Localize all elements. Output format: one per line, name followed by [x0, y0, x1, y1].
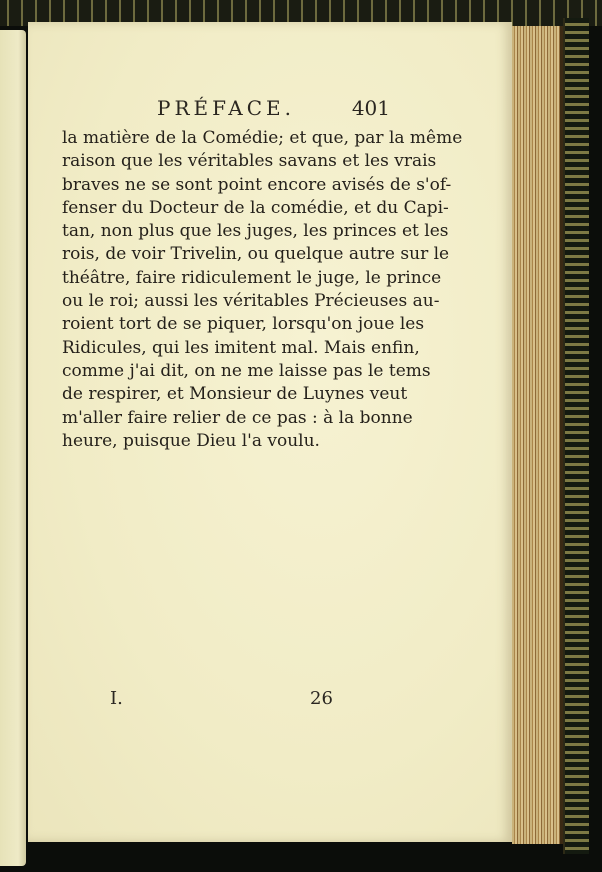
signature-mark — [110, 688, 333, 712]
text-line: tan, non plus que les juges, les princes et les — [62, 221, 449, 242]
text-line: raison que les véritables savans et les vrais — [62, 151, 437, 172]
text-line: m'aller faire relier de ce pas : à la bonne — [62, 407, 413, 428]
text-line: théâtre, faire ridiculement le juge, le prince — [62, 267, 442, 288]
page-number: 401 — [351, 96, 390, 120]
text-line: comme j'ai dit, on ne me laisse pas le tems — [62, 360, 431, 381]
signature-volume: I. — [110, 688, 123, 709]
signature-number: 26 — [310, 688, 333, 709]
previous-page-edge — [0, 30, 26, 866]
page-header — [157, 96, 390, 126]
text-line: rois, de voir Trivelin, ou quelque autre sur le — [62, 244, 450, 265]
running-head: PRÉFACE. — [157, 96, 295, 120]
body-text — [62, 127, 463, 453]
text-line: Ridicules, qui les imitent mal. Mais enfin, — [62, 337, 420, 358]
text-line: roient tort de se piquer, lorsqu'on joue les — [62, 314, 425, 335]
text-line: la matière de la Comédie; et que, par la même — [62, 128, 463, 148]
page-fore-edge — [512, 26, 563, 844]
text-line: ou le roi; aussi les véritables Précieuses au- — [62, 291, 440, 312]
book-cover-edge — [563, 18, 589, 854]
text-line: braves ne se sont point encore avisés de s'of- — [62, 174, 452, 195]
text-line: heure, puisque Dieu l'a voulu. — [62, 430, 320, 451]
text-line: de respirer, et Monsieur de Luynes veut — [62, 384, 408, 405]
text-line: fenser du Docteur de la comédie, et du Capi- — [62, 197, 449, 218]
